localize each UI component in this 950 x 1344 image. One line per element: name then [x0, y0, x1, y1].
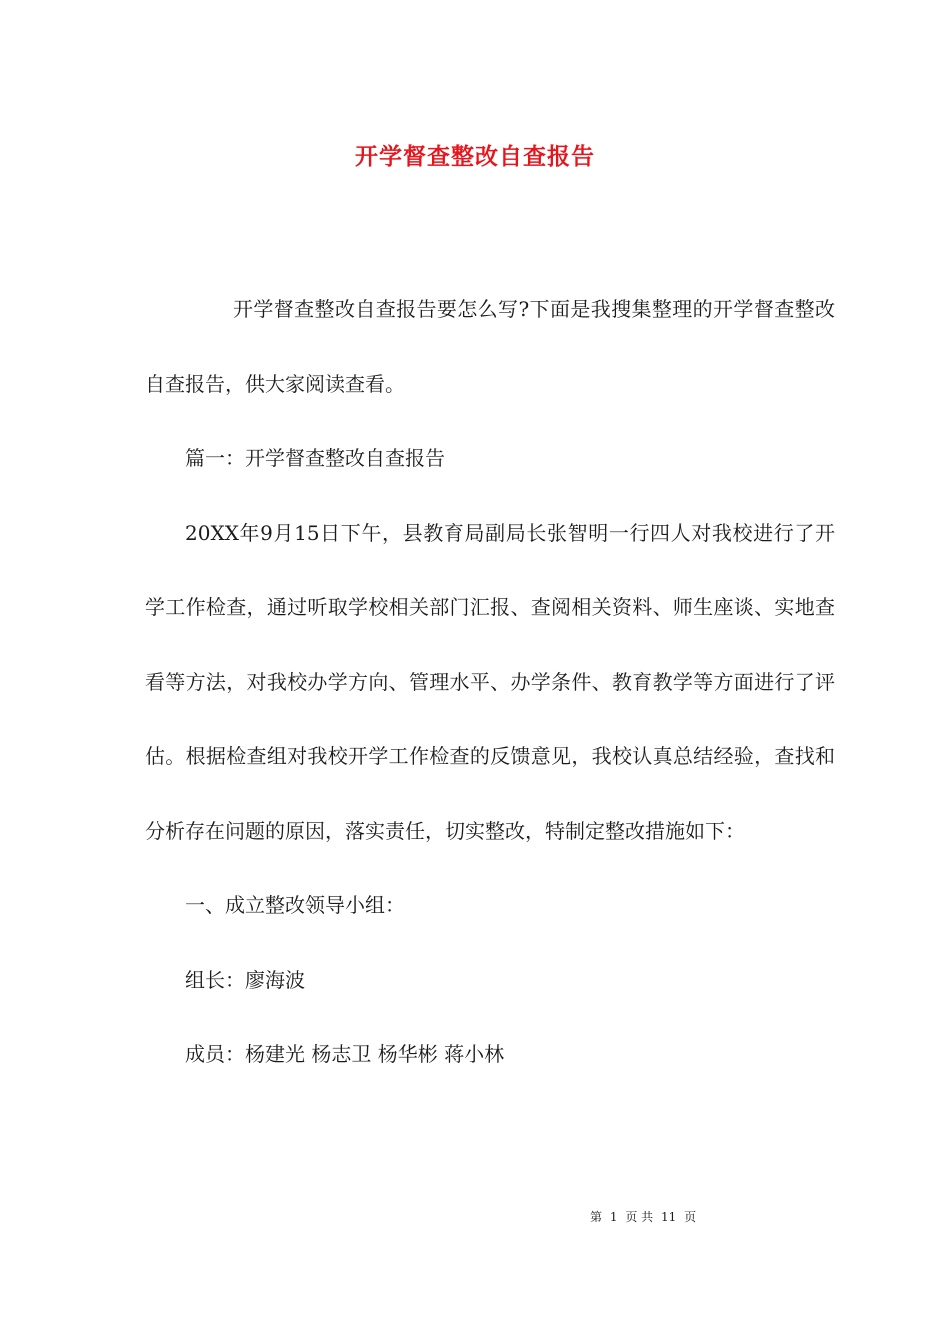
intro-paragraph: 开学督查整改自查报告要怎么写?下面是我搜集整理的开学督查整改自查报告，供大家阅读查看。: [145, 297, 835, 396]
group-members-line: 成员：杨建光 杨志卫 杨华彬 蒋小林: [185, 1042, 505, 1066]
footer-page-suffix: 页: [684, 1210, 697, 1224]
footer-page-prefix: 第: [590, 1210, 603, 1224]
document-title: 开学督查整改自查报告: [355, 143, 595, 170]
footer-page-number: 1: [609, 1210, 618, 1224]
footer-page-mid: 页 共: [625, 1210, 654, 1224]
footer-total-pages: 11: [660, 1210, 677, 1224]
section-heading-part-one: 篇一：开学督查整改自查报告: [185, 446, 445, 470]
group-leader-line: 组长：廖海波: [185, 967, 305, 992]
subsection-heading-leadership-group: 一、成立整改领导小组：: [185, 893, 405, 917]
background-paragraph: 20XX年9月15日下午，县教育局副局长张智明一行四人对我校进行了开学工作检查，通过听取学校相关部门汇报、查阅相关资料、师生座谈、实地查看等方法，对我校办学方向、管理水平、办学条件、教育教学等方面进行了评估。根据检查组对我校开学工作检查的反馈意见，我校认真总结经验，查找和分析存在问题的原因，落实责任，切实整改，特制定整改措施如下：: [145, 520, 835, 843]
page-footer: [590, 1208, 700, 1225]
document-body: [145, 272, 835, 1092]
